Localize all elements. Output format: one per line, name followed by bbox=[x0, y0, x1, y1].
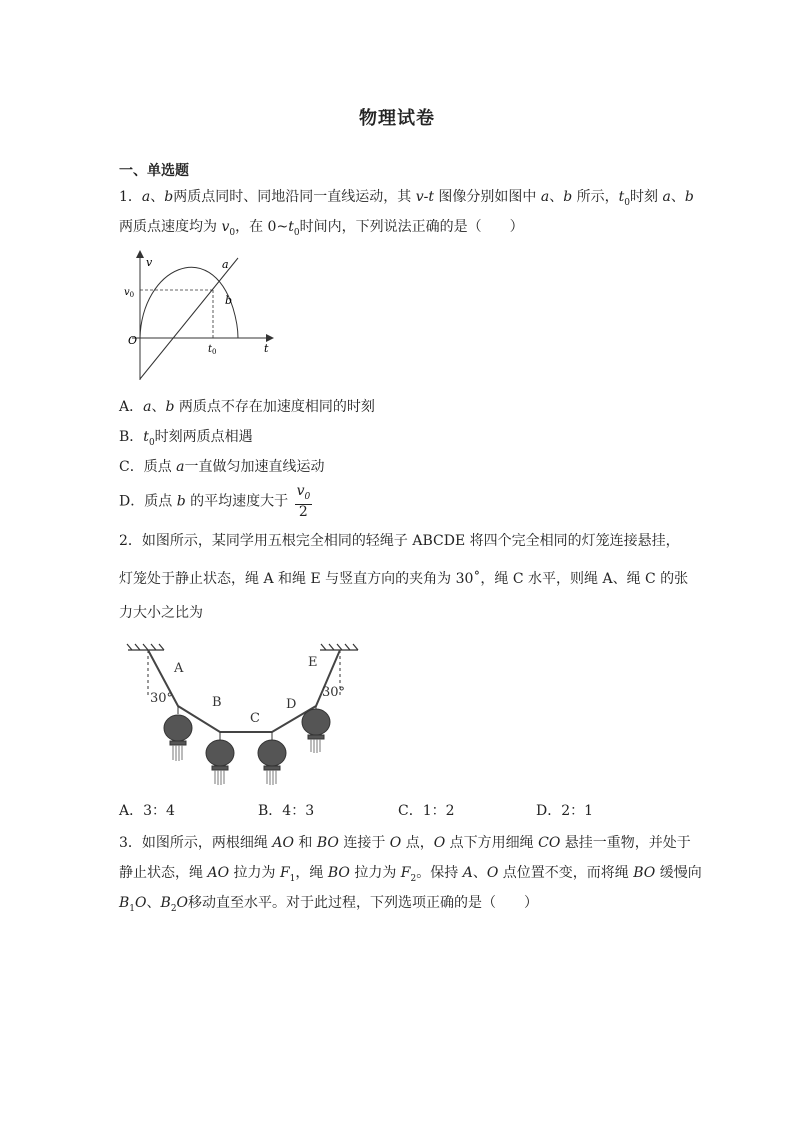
subscript: 2 bbox=[410, 873, 417, 884]
text: 点位置不变，而将绳 bbox=[498, 865, 634, 881]
fraction-v0-over-2 bbox=[295, 484, 313, 519]
text: 两质点同时、同地沿同一直线运动，其 bbox=[173, 189, 416, 205]
q2-line-2: 灯笼处于静止状态，绳 A 和绳 E 与竖直方向的夹角为 30˚，绳 C 水平，则绳 A、绳 C 的张 bbox=[119, 571, 689, 587]
numerator bbox=[295, 484, 313, 505]
var: t bbox=[288, 219, 294, 235]
q1-option-b bbox=[119, 426, 253, 448]
text: 两质点不存在加速度相同的时刻 bbox=[174, 399, 375, 415]
b-label: b bbox=[225, 294, 233, 307]
lantern bbox=[302, 709, 330, 735]
text: 、 bbox=[549, 189, 564, 205]
section-heading: 一、单选题 bbox=[119, 163, 189, 179]
text: 时间内，下列说法正确的是（ ） bbox=[299, 219, 524, 235]
var: t bbox=[618, 189, 625, 205]
v0-label: $v_0$ bbox=[124, 287, 135, 299]
var: O bbox=[486, 865, 499, 881]
var: b bbox=[684, 189, 694, 205]
var: O bbox=[176, 895, 189, 911]
q1-line-2 bbox=[119, 216, 524, 238]
text: ，在 0~ bbox=[235, 219, 289, 235]
text: ，绳 bbox=[295, 865, 328, 881]
text: 。保持 bbox=[416, 865, 463, 881]
subscript: 1 bbox=[129, 903, 136, 914]
t-label: t bbox=[264, 342, 269, 355]
lantern-figure bbox=[122, 640, 362, 790]
denominator: 2 bbox=[298, 503, 308, 520]
var: O bbox=[389, 835, 402, 851]
q3-line-3 bbox=[119, 892, 538, 914]
var: a bbox=[143, 399, 152, 415]
var: F bbox=[279, 865, 290, 881]
text: 所示， bbox=[572, 189, 619, 205]
q1-option-d bbox=[119, 484, 312, 519]
q2-option-b: B．4：3 bbox=[258, 803, 315, 819]
text: 缓慢向 bbox=[655, 865, 702, 881]
text: B． bbox=[119, 429, 144, 445]
q2-line-3: 力大小之比为 bbox=[119, 605, 203, 621]
text: C．质点 bbox=[119, 459, 177, 475]
text: 的平均速度大于 bbox=[185, 493, 293, 510]
var: v-t bbox=[415, 189, 434, 205]
subscript: 0 bbox=[148, 437, 155, 448]
text: 时刻两质点相遇 bbox=[154, 429, 253, 445]
v-label: v bbox=[146, 256, 153, 269]
q3-line-2 bbox=[119, 862, 702, 884]
var: b bbox=[563, 189, 573, 205]
q2-option-a: A．3：4 bbox=[119, 803, 175, 819]
var: B bbox=[160, 895, 171, 911]
q2-line-1: 2．如图所示，某同学用五根完全相同的轻绳子 ABCDE 将四个完全相同的灯笼连接悬挂， bbox=[119, 533, 680, 549]
lantern bbox=[206, 740, 234, 766]
angle-label-right: 30° bbox=[322, 685, 346, 700]
text: 1． bbox=[119, 189, 142, 205]
a-label: a bbox=[222, 258, 229, 271]
q1-option-a bbox=[119, 396, 375, 416]
text: 拉力为 bbox=[349, 865, 401, 881]
text: 拉力为 bbox=[229, 865, 280, 881]
var: A bbox=[462, 865, 473, 881]
var: v bbox=[221, 219, 230, 235]
page-title: 物理试卷 bbox=[359, 108, 435, 129]
var: a bbox=[176, 459, 185, 475]
text: 点， bbox=[401, 835, 434, 851]
line-a bbox=[140, 258, 238, 379]
var: CO bbox=[538, 835, 561, 851]
var: BO bbox=[316, 835, 339, 851]
rope-label-d: D bbox=[286, 697, 297, 712]
text: 悬挂一重物，并处于 bbox=[560, 835, 691, 851]
var: b bbox=[176, 493, 186, 510]
var: BO bbox=[327, 865, 350, 881]
vt-graph bbox=[118, 248, 288, 386]
origin-label: O bbox=[128, 334, 138, 347]
var: a bbox=[662, 189, 671, 205]
text: 两质点速度均为 bbox=[119, 219, 222, 235]
text: 和 bbox=[293, 835, 317, 851]
var: AO bbox=[207, 865, 230, 881]
var: a bbox=[141, 189, 151, 205]
rope-label-b: B bbox=[212, 695, 222, 710]
text: 连接于 bbox=[338, 835, 390, 851]
var: t bbox=[143, 429, 149, 445]
subscript: 0 bbox=[229, 227, 236, 238]
t0-label: $t_0$ bbox=[208, 344, 217, 356]
subscript: 2 bbox=[170, 903, 177, 914]
var: v bbox=[296, 483, 305, 499]
text: 3．如图所示，两根细绳 bbox=[119, 835, 273, 851]
text: 移动直至水平。对于此过程，下列选项正确的是（ ） bbox=[188, 895, 539, 911]
text: 、 bbox=[670, 189, 685, 205]
subscript: 1 bbox=[289, 873, 296, 884]
text: 一直做匀加速直线运动 bbox=[184, 459, 325, 475]
q3-line-1 bbox=[119, 832, 691, 852]
var: B bbox=[119, 895, 130, 911]
text: 、 bbox=[472, 865, 487, 881]
lantern bbox=[164, 715, 192, 741]
text: A． bbox=[119, 399, 144, 415]
var: O bbox=[433, 835, 446, 851]
var: BO bbox=[633, 865, 656, 881]
curve-b bbox=[140, 267, 238, 338]
var: AO bbox=[272, 835, 294, 851]
var: b bbox=[165, 399, 175, 415]
rope-label-e: E bbox=[308, 655, 318, 670]
subscript: 0 bbox=[624, 197, 631, 208]
subscript: 0 bbox=[293, 227, 300, 238]
text: 点下方用细绳 bbox=[445, 835, 539, 851]
text: 时刻 bbox=[630, 189, 663, 205]
var: F bbox=[400, 865, 411, 881]
text: 、 bbox=[151, 399, 166, 415]
rope-label-a: A bbox=[174, 661, 184, 676]
q1-option-c bbox=[119, 456, 325, 476]
text: 、 bbox=[150, 189, 165, 205]
var: a bbox=[540, 189, 550, 205]
q1-line-1 bbox=[119, 186, 694, 208]
var: O bbox=[135, 895, 147, 911]
rope-label-c: C bbox=[250, 711, 260, 726]
var: b bbox=[164, 189, 174, 205]
text: 图像分别如图中 bbox=[433, 189, 541, 205]
text: 、 bbox=[146, 895, 161, 911]
lantern bbox=[258, 740, 286, 766]
angle-label-left: 30° bbox=[150, 691, 174, 706]
text: D．质点 bbox=[119, 493, 177, 510]
q2-option-c: C．1：2 bbox=[398, 803, 455, 819]
q2-option-d: D．2：1 bbox=[536, 803, 594, 819]
text: 静止状态，绳 bbox=[119, 865, 208, 881]
subscript: 0 bbox=[304, 491, 311, 502]
